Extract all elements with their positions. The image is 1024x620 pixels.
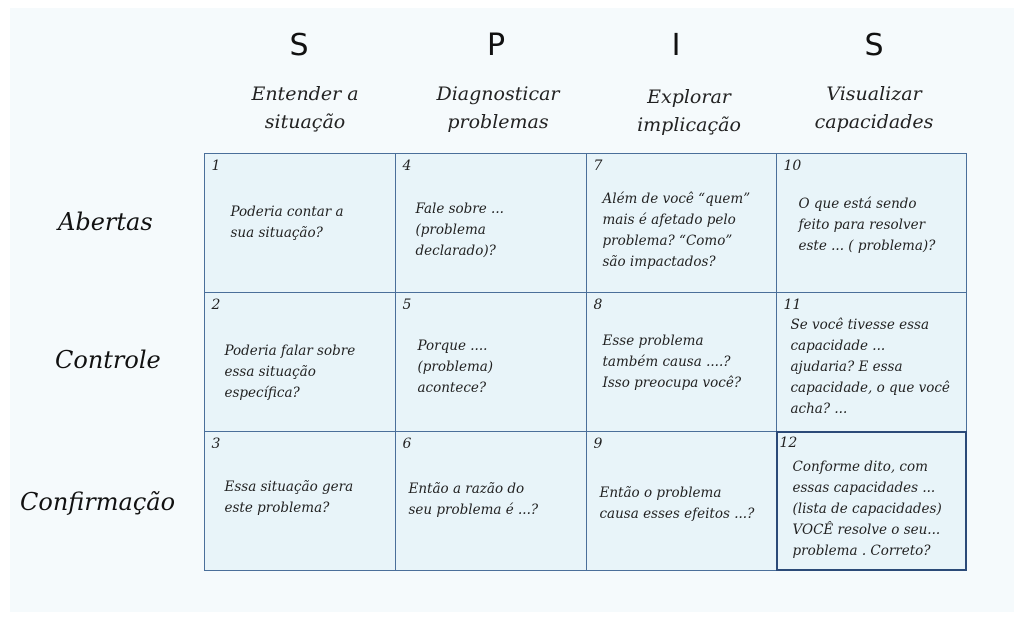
cell-question: Fale sobre ... (problema declarado)? [415,200,504,259]
cell-question: O que está sendo feito para resolver este ... ( problema)? [798,195,936,254]
question-grid [204,153,966,570]
cell-question: Porque .... (problema) acontece? [417,337,494,396]
cell-2 [204,292,396,432]
cell-number: 11 [783,296,802,313]
cell-10 [776,153,967,293]
cell-5 [395,292,587,432]
cell-number: 6 [402,435,412,452]
cell-number: 2 [211,296,221,313]
cell-number: 10 [783,157,802,174]
cell-question: Então o problema causa esses efeitos ...? [599,484,755,522]
cell-7 [586,153,777,293]
letter-s-solution: S [864,28,884,63]
cell-12 [776,431,967,571]
cell-number: 9 [593,435,603,452]
cell-question: Poderia falar sobre essa situação específica? [224,342,356,401]
cell-number: 12 [779,434,798,451]
cell-11 [776,292,967,432]
cell-number: 1 [211,157,221,174]
cell-question: Então a razão do seu problema é ...? [408,480,539,518]
letter-p-problem: P [486,28,506,63]
cell-question: Esse problema também causa ....? Isso preocupa você? [602,332,742,391]
cell-9 [586,431,777,571]
cell-question: Poderia contar a sua situação? [230,203,344,241]
cell-question: Conforme dito, com essas capacidades ... (lista de capacidades) VOCÊ resolve o seu... problema . Correto? [792,458,942,559]
cell-question: Essa situação gera este problema? [224,478,354,516]
row-title-confirmation: Confirmação [20,488,176,516]
column-title-implication: Explorar implicação [637,86,741,136]
row-title-control: Controle [55,346,161,374]
cell-number: 4 [402,157,412,174]
cell-6 [395,431,587,571]
cell-number: 5 [402,296,412,313]
letter-s-situation: S [289,28,309,63]
cell-number: 3 [211,435,221,452]
cell-question: Além de você “quem” mais é afetado pelo problema? “Como” são impactados? [602,190,751,270]
row-title-open: Abertas [58,208,153,236]
cell-4 [395,153,587,293]
cell-number: 7 [593,157,603,174]
cell-1 [204,153,396,293]
cell-question: Se você tivesse essa capacidade ... ajudaria? E essa capacidade, o que você acha? ... [790,316,950,417]
letter-i-implication: I [671,28,681,63]
cell-8 [586,292,777,432]
column-title-problem: Diagnosticar problemas [436,83,560,133]
column-title-capability: Visualizar capacidades [814,83,934,133]
column-title-situation: Entender a situação [251,83,359,133]
cell-number: 8 [593,296,603,313]
cell-3 [204,431,396,571]
